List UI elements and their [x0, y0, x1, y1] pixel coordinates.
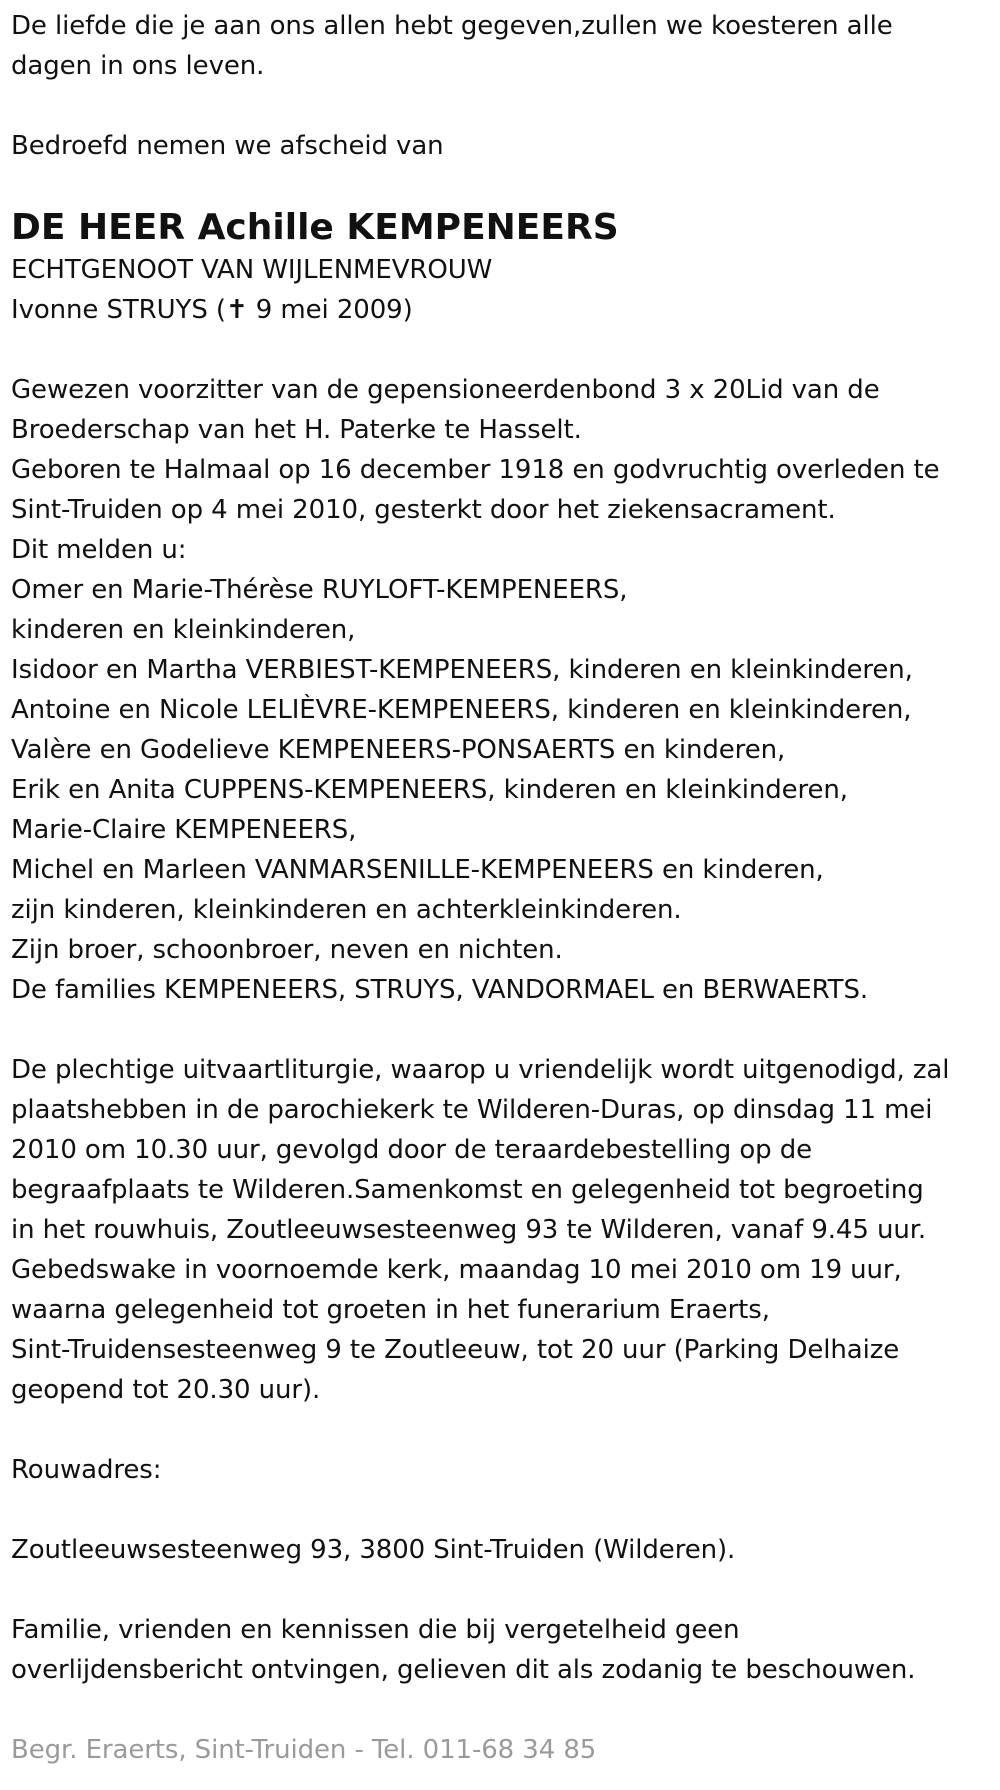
closing-section	[11, 1610, 1000, 1690]
bio-line: Marie-Claire KEMPENEERS,	[11, 815, 357, 845]
ceremony-line: begraafplaats te Wilderen.Samenkomst en gelegenheid tot begroeting	[11, 1175, 924, 1205]
bio-line: Dit melden u:	[11, 535, 187, 565]
address-text: Zoutleeuwsesteenweg 93, 3800 Sint-Truiden (Wilderen).	[11, 1535, 736, 1565]
bio-line: Michel en Marleen VANMARSENILLE-KEMPENEERS en kinderen,	[11, 855, 824, 885]
spacer	[11, 166, 1000, 206]
funeral-home-footer: Begr. Eraerts, Sint-Truiden - Tel. 011-68 34 85	[11, 1735, 597, 1765]
ceremony-line: De plechtige uitvaartliturgie, waarop u vriendelijk wordt uitgenodigd, zal	[11, 1055, 950, 1085]
bio-line: Antoine en Nicole LELIÈVRE-KEMPENEERS, kinderen en kleinkinderen,	[11, 695, 912, 725]
bio-line: Omer en Marie-Thérèse RUYLOFT-KEMPENEERS,	[11, 575, 628, 605]
bio-line: Zijn broer, schoonbroer, neven en nichten.	[11, 935, 563, 965]
ceremony-line: 2010 om 10.30 uur, gevolgd door de teraardebestelling op de	[11, 1135, 813, 1165]
spouse-line: Ivonne STRUYS (✝ 9 mei 2009)	[11, 295, 413, 325]
ceremony-line: waarna gelegenheid tot groeten in het funerarium Eraerts,	[11, 1295, 770, 1325]
spacer	[11, 86, 1000, 126]
bio-line: Geboren te Halmaal op 16 december 1918 en godvruchtig overleden te	[11, 455, 940, 485]
intro-text	[11, 6, 1000, 86]
ceremony-line: geopend tot 20.30 uur).	[11, 1375, 321, 1405]
spouse-line: ECHTGENOOT VAN WIJLENMEVROUW	[11, 255, 493, 285]
ceremony-line: Sint-Truidensesteenweg 9 te Zoutleeuw, tot 20 uur (Parking Delhaize	[11, 1335, 900, 1365]
closing-line: overlijdensbericht ontvingen, gelieven dit als zodanig te beschouwen.	[11, 1655, 916, 1685]
bio-line: Erik en Anita CUPPENS-KEMPENEERS, kinderen en kleinkinderen,	[11, 775, 848, 805]
bio-line: De families KEMPENEERS, STRUYS, VANDORMAEL en BERWAERTS.	[11, 975, 869, 1005]
bio-line: Sint-Truiden op 4 mei 2010, gesterkt door het ziekensacrament.	[11, 495, 836, 525]
intro-line: dagen in ons leven.	[11, 51, 265, 81]
bio-line: zijn kinderen, kleinkinderen en achterkleinkinderen.	[11, 895, 682, 925]
bio-section	[11, 370, 1000, 1010]
bio-line: Valère en Godelieve KEMPENEERS-PONSAERTS en kinderen,	[11, 735, 786, 765]
bio-line: kinderen en kleinkinderen,	[11, 615, 356, 645]
ceremony-section	[11, 1050, 1000, 1410]
announcement-text: Bedroefd nemen we afscheid van	[11, 131, 444, 161]
intro-line: De liefde die je aan ons allen hebt gegeven,zullen we koesteren alle	[11, 11, 893, 41]
spacer	[11, 1490, 1000, 1530]
ceremony-line: Gebedswake in voornoemde kerk, maandag 10 mei 2010 om 19 uur,	[11, 1255, 902, 1285]
spacer	[11, 1010, 1000, 1050]
bio-line: Gewezen voorzitter van de gepensioneerdenbond 3 x 20Lid van de	[11, 375, 880, 405]
ceremony-line: plaatshebben in de parochiekerk te Wilderen-Duras, op dinsdag 11 mei	[11, 1095, 933, 1125]
spacer	[11, 1410, 1000, 1450]
spacer	[11, 1690, 1000, 1730]
deceased-name: DE HEER Achille KEMPENEERS	[11, 207, 619, 248]
closing-line: Familie, vrienden en kennissen die bij vergetelheid geen	[11, 1615, 740, 1645]
spacer	[11, 1570, 1000, 1610]
address-label: Rouwadres:	[11, 1455, 162, 1485]
bio-line: Isidoor en Martha VERBIEST-KEMPENEERS, kinderen en kleinkinderen,	[11, 655, 913, 685]
bio-line: Broederschap van het H. Paterke te Hasselt.	[11, 415, 582, 445]
ceremony-line: in het rouwhuis, Zoutleeuwsesteenweg 93 te Wilderen, vanaf 9.45 uur.	[11, 1215, 927, 1245]
spacer	[11, 330, 1000, 370]
